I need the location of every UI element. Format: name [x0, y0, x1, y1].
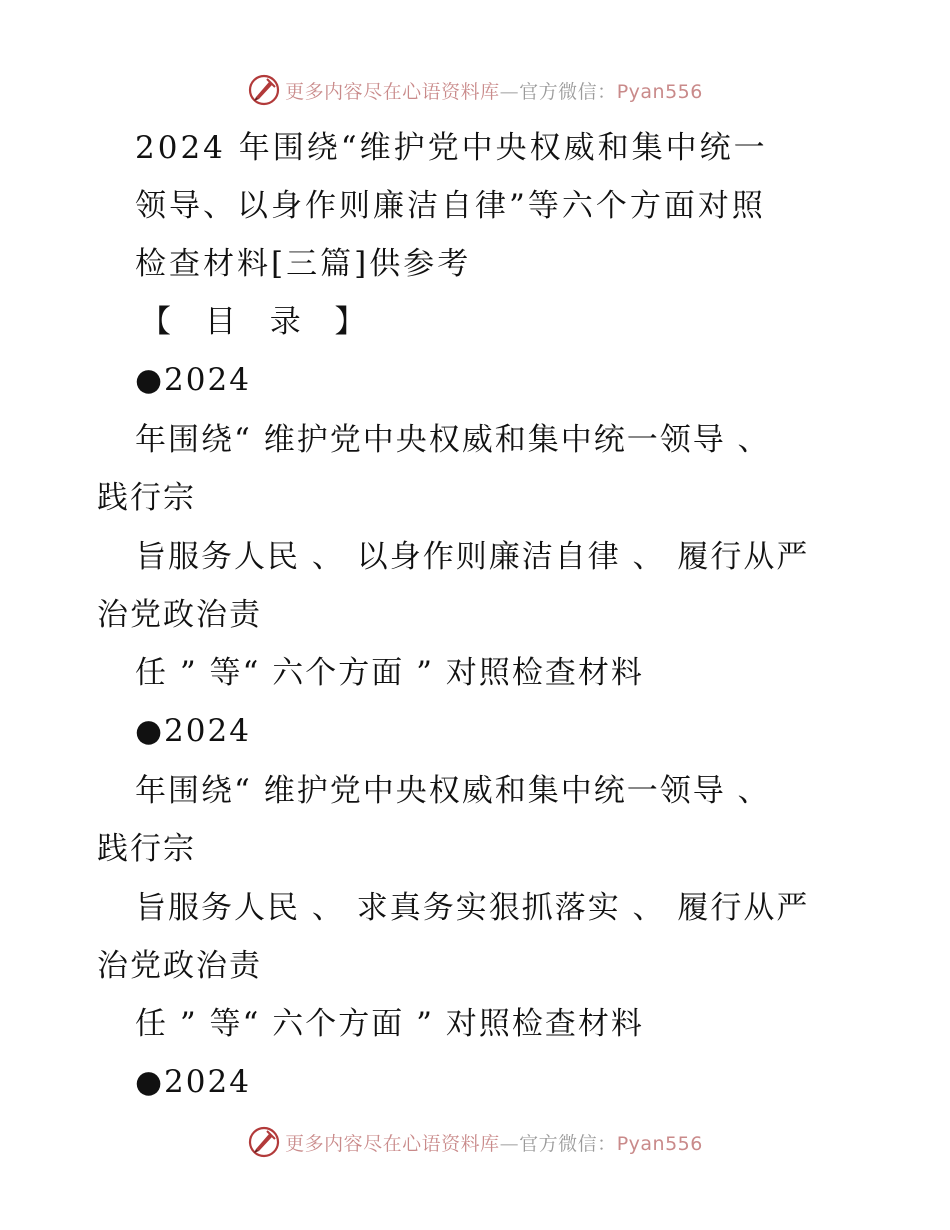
toc-entry-2-line-4: 治党政治责 — [97, 948, 262, 984]
toc-entry-1-line-4: 治党政治责 — [97, 597, 262, 633]
toc-entry-1-line-3: 旨服务人民 、 以身作则廉洁自律 、 履行从严 — [135, 539, 810, 575]
toc-entry-3-bullet: ●2024 — [135, 1064, 251, 1100]
title-line-1: 2024 年围绕“维护党中央权威和集中统一 — [135, 130, 768, 166]
title-line-2: 领导、以身作则廉洁自律”等六个方面对照 — [135, 188, 766, 224]
header-banner — [0, 70, 950, 110]
toc-entry-2-bullet: ●2024 — [135, 713, 251, 749]
quill-pen-logo-icon — [247, 1125, 281, 1159]
toc-entry-1-bullet: ●2024 — [135, 362, 251, 398]
toc-heading: 【 目 录 】 — [140, 304, 378, 340]
footer-banner-wechat-id: Pyan556 — [616, 1132, 703, 1155]
footer-banner-main: 更多内容尽在心语资料库 — [285, 1132, 500, 1155]
header-banner-dash: — — [499, 80, 520, 103]
footer-banner-text — [285, 1129, 703, 1156]
header-banner-text — [285, 77, 703, 104]
toc-entry-2-line-3: 旨服务人民 、 求真务实狠抓落实 、 履行从严 — [135, 890, 810, 926]
toc-entry-2-line-5: 任 ” 等“ 六个方面 ” 对照检查材料 — [135, 1006, 644, 1042]
toc-entry-2-line-2: 践行宗 — [97, 831, 196, 867]
footer-banner-dash: — — [499, 1132, 520, 1155]
toc-entry-1-line-1: 年围绕“ 维护党中央权威和集中统一领导 、 — [135, 422, 771, 458]
footer-banner — [0, 1122, 950, 1162]
title-line-3: 检查材料[三篇]供参考 — [135, 246, 472, 282]
toc-entry-2-line-1: 年围绕“ 维护党中央权威和集中统一领导 、 — [135, 773, 771, 809]
header-banner-main: 更多内容尽在心语资料库 — [285, 80, 500, 103]
toc-entry-1-line-2: 践行宗 — [97, 480, 196, 516]
quill-pen-logo-icon — [247, 73, 281, 107]
header-banner-wechat-label: 官方微信： — [519, 80, 617, 103]
header-banner-wechat-id: Pyan556 — [616, 80, 703, 103]
toc-entry-1-line-5: 任 ” 等“ 六个方面 ” 对照检查材料 — [135, 655, 644, 691]
footer-banner-wechat-label: 官方微信： — [519, 1132, 617, 1155]
